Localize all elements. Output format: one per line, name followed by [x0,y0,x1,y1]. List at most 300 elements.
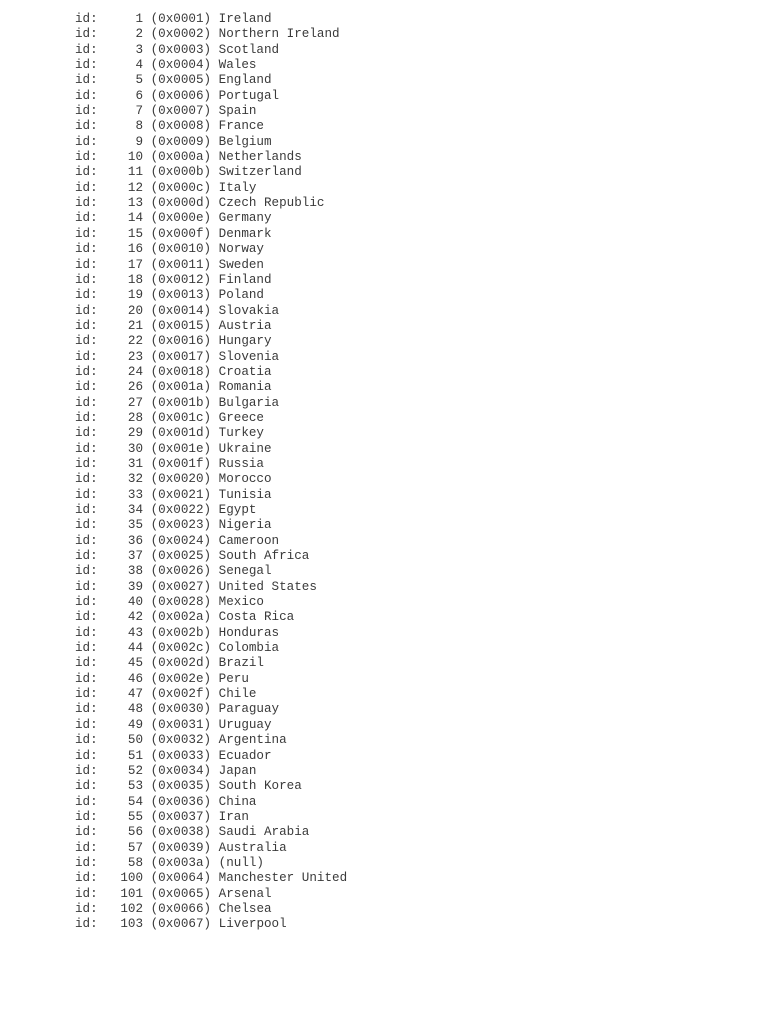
listing-row [75,334,347,349]
row-hex: (0x0033) [150,748,212,763]
row-id: 4 [135,58,144,73]
row-prefix: id: [75,426,98,441]
row-hex: (0x000b) [150,165,212,180]
row-name: Turkey [218,426,264,441]
listing-row [75,503,347,518]
row-hex: (0x002f) [150,687,212,702]
listing-row [75,227,347,242]
listing-row [75,442,347,457]
row-name: Croatia [218,364,272,379]
row-name: Norway [218,242,264,257]
row-id: 32 [127,472,144,487]
listing-row [75,626,347,641]
row-prefix: id: [75,441,98,456]
row-id: 50 [127,733,144,748]
row-prefix: id: [75,794,98,809]
row-prefix: id: [75,150,98,165]
listing-row [75,810,347,825]
row-hex: (0x0032) [150,733,212,748]
row-id: 11 [127,165,144,180]
row-prefix: id: [75,257,98,272]
row-prefix: id: [75,395,98,410]
listing-row [75,58,347,73]
row-id-padding [98,902,121,916]
row-id-padding [98,488,128,502]
row-prefix: id: [75,226,98,241]
row-name: Slovakia [218,303,280,318]
row-hex: (0x002d) [150,656,212,671]
row-id: 29 [127,426,144,441]
row-prefix: id: [75,73,98,88]
row-name: France [218,119,264,134]
row-prefix: id: [75,456,98,471]
row-prefix: id: [75,42,98,57]
row-id-padding [98,534,128,548]
row-hex: (0x000e) [150,211,212,226]
row-hex: (0x001f) [150,456,212,471]
row-id-padding [98,718,128,732]
row-id-padding [98,595,128,609]
row-id: 17 [127,257,144,272]
row-prefix: id: [75,472,98,487]
listing-row [75,242,347,257]
listing-row [75,150,347,165]
row-id: 22 [127,334,144,349]
listing-row [75,488,347,503]
row-id: 36 [127,533,144,548]
row-hex: (0x0023) [150,518,212,533]
listing-row [75,181,347,196]
row-id-padding [98,779,128,793]
row-hex: (0x000c) [150,180,212,195]
listing-row [75,733,347,748]
row-prefix: id: [75,564,98,579]
row-prefix: id: [75,349,98,364]
row-name: Colombia [218,641,280,656]
listing-row [75,795,347,810]
row-id-padding [98,641,128,655]
row-name: South Korea [218,779,302,794]
row-name: Poland [218,288,264,303]
row-hex: (0x0038) [150,825,212,840]
row-name: Honduras [218,625,280,640]
listing-row [75,518,347,533]
row-name: China [218,794,257,809]
row-hex: (0x002e) [150,671,212,686]
row-id-padding [98,580,128,594]
row-hex: (0x0015) [150,318,212,333]
row-name: Cameroon [218,533,280,548]
row-id-padding [98,258,128,272]
row-name: Australia [218,840,287,855]
row-id-padding [98,457,128,471]
row-name: Brazil [218,656,264,671]
row-id-padding [98,795,128,809]
row-name: Switzerland [218,165,302,180]
row-hex: (0x0066) [150,901,212,916]
row-name: Paraguay [218,702,280,717]
row-hex: (0x000a) [150,150,212,165]
row-id-padding [98,196,128,210]
row-prefix: id: [75,886,98,901]
row-id: 51 [127,748,144,763]
row-id: 38 [127,564,144,579]
row-prefix: id: [75,503,98,517]
listing-row [75,749,347,764]
row-prefix: id: [75,871,98,886]
row-id-padding [98,549,128,563]
row-prefix: id: [75,641,98,656]
listing-row [75,595,347,610]
row-name: Japan [218,763,257,778]
row-prefix: id: [75,610,98,625]
row-id: 1 [135,12,144,26]
row-hex: (0x002b) [150,625,212,640]
row-id: 53 [127,779,144,794]
row-id: 55 [127,809,144,824]
row-prefix: id: [75,242,98,257]
row-id-padding [98,626,128,640]
row-id-padding [98,380,128,394]
row-id-padding [98,12,136,26]
row-id: 34 [127,503,144,517]
row-id-padding [98,687,128,701]
row-id-padding [98,73,136,87]
row-name: Bulgaria [218,395,280,410]
row-id-padding [98,27,136,41]
row-name: Morocco [218,472,272,487]
row-id-padding [98,841,128,855]
row-name: Ecuador [218,748,272,763]
row-id: 58 [127,855,144,870]
row-name: Senegal [218,564,272,579]
listing-row [75,73,347,88]
row-id: 54 [127,794,144,809]
row-id-padding [98,43,136,57]
row-name: Ireland [218,12,272,26]
row-id-padding [98,211,128,225]
row-id: 27 [127,395,144,410]
listing-row [75,841,347,856]
row-id-padding [98,810,128,824]
row-hex: (0x0003) [150,42,212,57]
row-name: Wales [218,58,257,73]
listing-row [75,779,347,794]
listing-row [75,319,347,334]
row-id-padding [98,150,128,164]
row-prefix: id: [75,165,98,180]
row-name: Netherlands [218,150,302,165]
row-id: 43 [127,625,144,640]
row-id-padding [98,227,128,241]
row-hex: (0x0017) [150,349,212,364]
row-name: Costa Rica [218,610,295,625]
row-id: 28 [127,410,144,425]
row-name: Scotland [218,42,280,57]
listing-row [75,580,347,595]
row-prefix: id: [75,487,98,502]
row-id: 7 [135,104,144,119]
row-prefix: id: [75,702,98,717]
row-prefix: id: [75,88,98,103]
row-hex: (0x0037) [150,809,212,824]
row-hex: (0x0010) [150,242,212,257]
row-prefix: id: [75,303,98,318]
row-hex: (0x0018) [150,364,212,379]
row-id-padding [98,472,128,486]
row-id: 37 [127,549,144,564]
listing-row [75,273,347,288]
listing-row [75,89,347,104]
row-id: 46 [127,671,144,686]
row-hex: (0x000f) [150,226,212,241]
row-name: Uruguay [218,717,272,732]
listing-row [75,457,347,472]
listing-row [75,104,347,119]
row-prefix: id: [75,825,98,840]
listing-row [75,350,347,365]
row-prefix: id: [75,27,98,42]
row-hex: (0x0030) [150,702,212,717]
row-prefix: id: [75,733,98,748]
row-id-padding [98,119,136,133]
row-hex: (0x000d) [150,196,212,211]
row-prefix: id: [75,625,98,640]
row-hex: (0x001a) [150,380,212,395]
listing-row [75,472,347,487]
listing-row [75,135,347,150]
row-name: Spain [218,104,257,119]
row-name: Belgium [218,134,272,149]
row-name: Saudi Arabia [218,825,310,840]
row-name: Greece [218,410,264,425]
row-hex: (0x0035) [150,779,212,794]
row-name: Germany [218,211,272,226]
row-hex: (0x0024) [150,533,212,548]
row-name: Mexico [218,595,264,610]
row-prefix: id: [75,717,98,732]
listing-row [75,564,347,579]
row-prefix: id: [75,104,98,119]
row-hex: (0x0031) [150,717,212,732]
row-id: 48 [127,702,144,717]
listing-row [75,165,347,180]
row-id: 39 [127,579,144,594]
row-prefix: id: [75,58,98,73]
row-name: Liverpool [218,917,287,932]
row-id-padding [98,426,128,440]
row-id: 100 [120,871,144,886]
row-id: 23 [127,349,144,364]
row-id-padding [98,273,128,287]
row-id: 26 [127,380,144,395]
row-id: 30 [127,441,144,456]
row-hex: (0x003a) [150,855,212,870]
listing-row [75,871,347,886]
row-hex: (0x0022) [150,503,212,517]
row-id: 6 [135,88,144,103]
listing-row [75,702,347,717]
row-prefix: id: [75,318,98,333]
row-id: 49 [127,717,144,732]
listing-row [75,258,347,273]
row-id-padding [98,165,128,179]
row-id-padding [98,89,136,103]
row-id: 56 [127,825,144,840]
row-hex: (0x0036) [150,794,212,809]
row-hex: (0x0064) [150,871,212,886]
row-hex: (0x0007) [150,104,212,119]
row-name: Ukraine [218,441,272,456]
row-id: 3 [135,42,144,57]
row-prefix: id: [75,917,98,932]
row-hex: (0x0012) [150,272,212,287]
listing-row [75,365,347,380]
row-name: Argentina [218,733,287,748]
row-hex: (0x0011) [150,257,212,272]
row-prefix: id: [75,901,98,916]
row-name: (null) [218,855,264,870]
row-id-padding [98,411,128,425]
row-prefix: id: [75,687,98,702]
row-name: Manchester United [218,871,348,886]
row-id: 40 [127,595,144,610]
row-id-padding [98,672,128,686]
row-hex: (0x0001) [150,12,212,26]
row-hex: (0x0016) [150,334,212,349]
row-id-padding [98,365,128,379]
row-id: 101 [120,886,144,901]
row-hex: (0x0004) [150,58,212,73]
row-hex: (0x001c) [150,410,212,425]
row-id-padding [98,442,128,456]
row-id-padding [98,764,128,778]
row-prefix: id: [75,196,98,211]
row-hex: (0x001e) [150,441,212,456]
row-id: 44 [127,641,144,656]
row-prefix: id: [75,272,98,287]
row-id: 5 [135,73,144,88]
row-hex: (0x0021) [150,487,212,502]
row-prefix: id: [75,364,98,379]
row-name: Czech Republic [218,196,325,211]
row-name: Peru [218,671,249,686]
row-hex: (0x002c) [150,641,212,656]
listing-row [75,672,347,687]
row-id: 14 [127,211,144,226]
row-id-padding [98,656,128,670]
row-prefix: id: [75,840,98,855]
listing-row [75,902,347,917]
row-id-padding [98,104,136,118]
row-name: Russia [218,456,264,471]
row-prefix: id: [75,180,98,195]
row-id-padding [98,135,136,149]
row-id: 31 [127,456,144,471]
row-hex: (0x0026) [150,564,212,579]
listing-row [75,549,347,564]
listing-row [75,211,347,226]
listing-row [75,825,347,840]
row-prefix: id: [75,410,98,425]
row-id: 15 [127,226,144,241]
row-prefix: id: [75,763,98,778]
row-id-padding [98,350,128,364]
row-prefix: id: [75,748,98,763]
listing-row [75,887,347,902]
row-id: 103 [120,917,144,932]
row-prefix: id: [75,533,98,548]
row-id-padding [98,319,128,333]
row-id-padding [98,887,121,901]
row-id: 2 [135,27,144,42]
row-id-padding [98,518,128,532]
listing-row [75,687,347,702]
row-hex: (0x0014) [150,303,212,318]
row-id: 16 [127,242,144,257]
row-prefix: id: [75,211,98,226]
row-id: 12 [127,180,144,195]
row-name: Finland [218,272,272,287]
row-name: Northern Ireland [218,27,340,42]
row-hex: (0x0005) [150,73,212,88]
row-name: Austria [218,318,272,333]
listing-row [75,764,347,779]
row-id-padding [98,856,128,870]
listing-row [75,288,347,303]
row-id: 42 [127,610,144,625]
row-name: Slovenia [218,349,280,364]
row-id-padding [98,564,128,578]
row-id: 19 [127,288,144,303]
row-name: Hungary [218,334,272,349]
row-name: Denmark [218,226,272,241]
row-name: Arsenal [218,886,272,901]
row-name: Italy [218,180,257,195]
row-id-padding [98,503,128,517]
listing-row [75,534,347,549]
listing-row [75,856,347,871]
row-prefix: id: [75,779,98,794]
row-hex: (0x0006) [150,88,212,103]
listing-row [75,43,347,58]
row-hex: (0x0008) [150,119,212,134]
row-prefix: id: [75,579,98,594]
row-id-padding [98,288,128,302]
row-hex: (0x0039) [150,840,212,855]
listing-row [75,196,347,211]
row-id: 8 [135,119,144,134]
row-hex: (0x002a) [150,610,212,625]
listing-row [75,718,347,733]
row-id-padding [98,58,136,72]
listing-row [75,380,347,395]
row-id-padding [98,917,121,931]
row-id: 102 [120,901,144,916]
id-listing [75,12,347,933]
row-prefix: id: [75,12,98,26]
row-hex: (0x001b) [150,395,212,410]
row-name: Chile [218,687,257,702]
row-prefix: id: [75,809,98,824]
row-id: 21 [127,318,144,333]
row-id: 33 [127,487,144,502]
row-id: 24 [127,364,144,379]
row-name: South Africa [218,549,310,564]
row-id: 57 [127,840,144,855]
row-name: Tunisia [218,487,272,502]
row-hex: (0x0025) [150,549,212,564]
